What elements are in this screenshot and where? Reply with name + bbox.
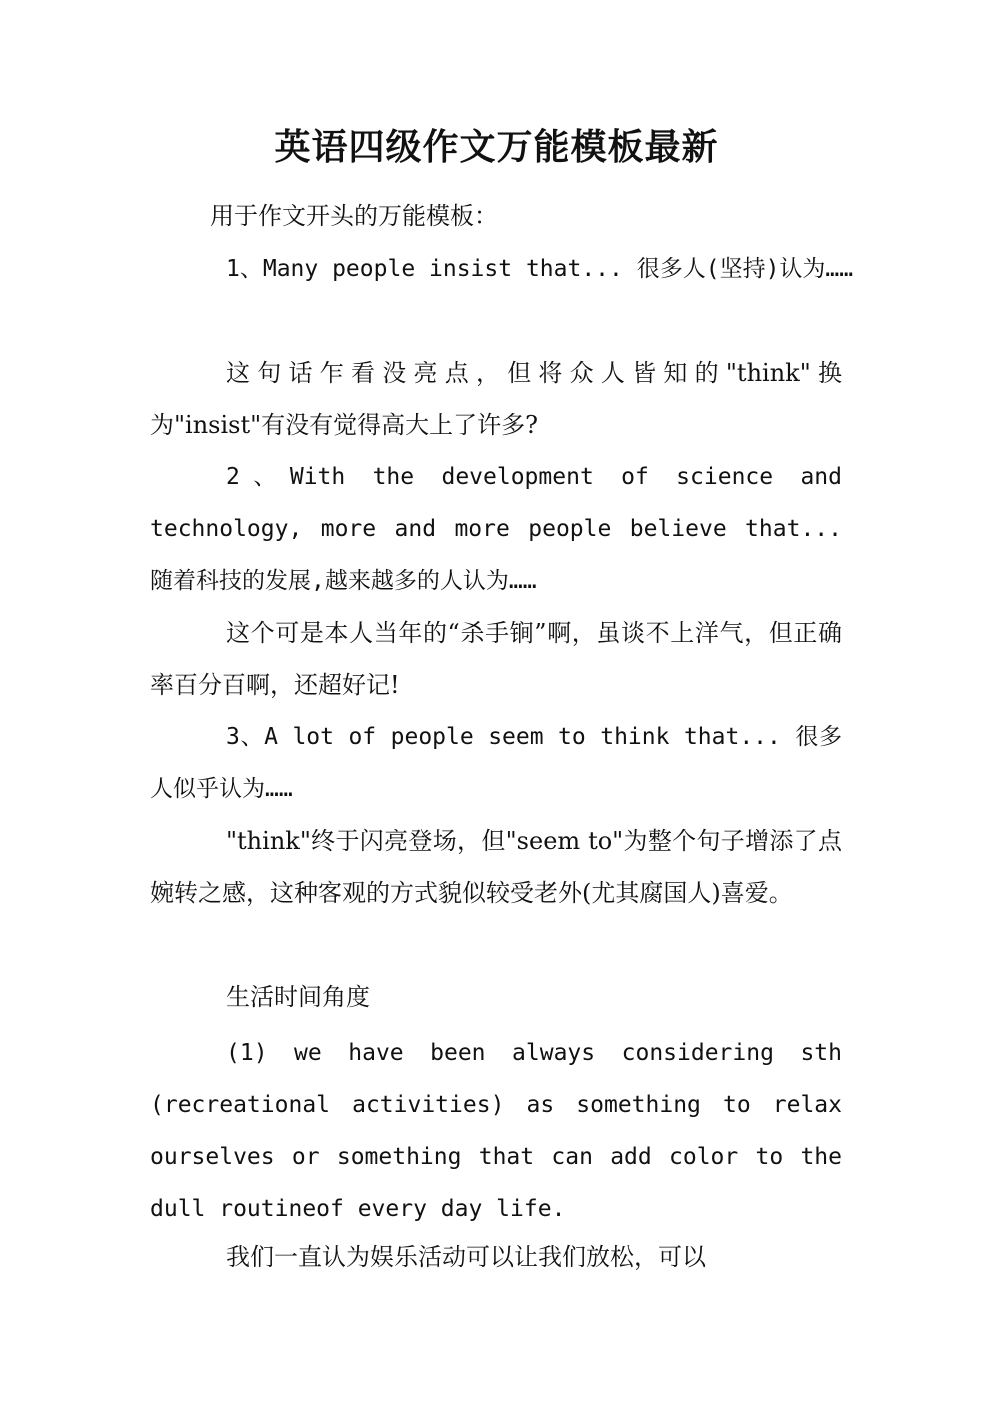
template-item-1-comment: 这句话乍看没亮点，但将众人皆知的"think"换为"insist"有没有觉得高大上了许多? (150, 359, 842, 439)
template-item-2: 2、With the development of science and technology, more and more people believe that... 随着科技的发展,越来越多的人认为…… (150, 464, 842, 594)
section-heading: 生活时间角度 (226, 983, 370, 1011)
template-item-1: 1、Many people insist that... 很多人(坚持)认为…… (226, 256, 854, 282)
template-item-3: 3、A lot of people seem to think that... 很多人似乎认为…… (150, 724, 842, 802)
template-item-3-comment: "think"终于闪亮登场，但"seem to"为整个句子增添了点婉转之感，这种客观的方式貌似较受老外(尤其腐国人)喜爱。 (150, 827, 842, 907)
intro-paragraph: 用于作文开头的万能模板： (210, 202, 498, 230)
template-item-2-comment: 这个可是本人当年的“杀手锏”啊，虽谈不上洋气，但正确率百分百啊，还超好记! (150, 619, 842, 699)
template-item-4-translation: 我们一直认为娱乐活动可以让我们放松，可以 (226, 1243, 706, 1271)
template-item-4: (1) we have been always considering sth (recreational activities) as something to relax ourselves or something that can add color to the dull routineof every day life. (150, 1040, 842, 1222)
document-title: 英语四级作文万能模板最新 (274, 127, 719, 168)
